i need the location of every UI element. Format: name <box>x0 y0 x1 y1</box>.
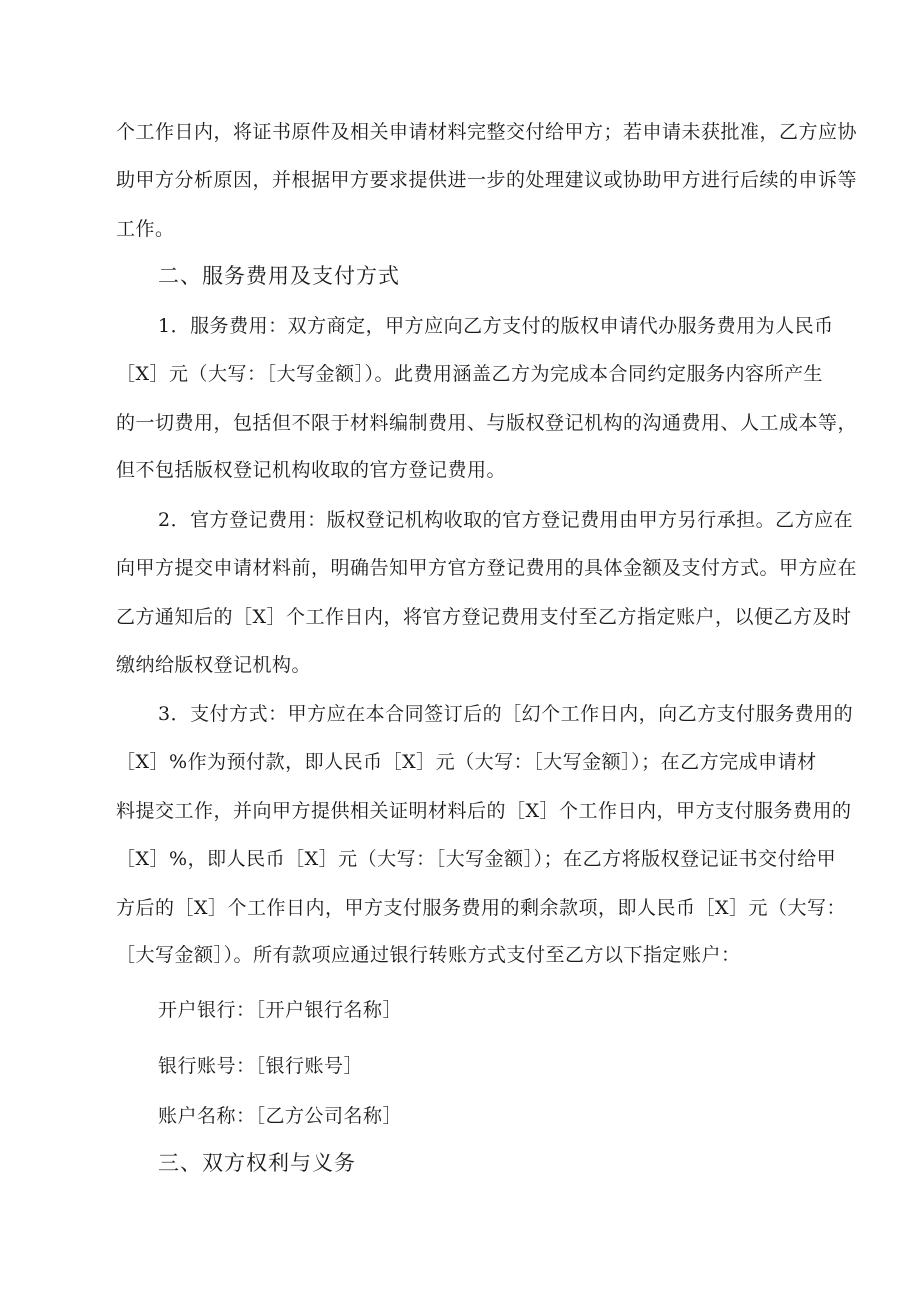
account-name-line: 账户名称：［乙方公司名称］ <box>158 1105 403 1127</box>
section-heading-2: 二、服务费用及支付方式 <box>158 264 400 288</box>
section-heading-3: 三、双方权利与义务 <box>158 1151 356 1175</box>
bank-account-line: 银行账号：［银行账号］ <box>158 1055 364 1077</box>
paragraph-line: ［大写金额］）。所有款项应通过银行转账方式支付至乙方以下指定账户： <box>116 944 741 966</box>
paragraph-line: 的一切费用，包括但不限于材料编制费用、与版权登记机构的沟通费用、人工成本等， <box>116 412 858 434</box>
paragraph-line: ［X］元（大写：［大写金额］）。此费用涵盖乙方为完成本合同约定服务内容所产生 <box>116 363 824 385</box>
paragraph-line: 助甲方分析原因，并根据甲方要求提供进一步的处理建议或协助甲方进行后续的申诉等 <box>116 169 858 191</box>
paragraph-line: 1．服务费用：双方商定，甲方应向乙方支付的版权申请代办服务费用为人民币 <box>158 315 834 337</box>
paragraph-line: ［X］%，即人民币［X］元（大写：［大写金额］）；在乙方将版权登记证书交付给甲 <box>116 848 837 870</box>
bank-name-line: 开户银行：［开户银行名称］ <box>158 999 403 1021</box>
paragraph-line: 个工作日内，将证书原件及相关申请材料完整交付给甲方；若申请未获批准，乙方应协 <box>116 121 858 143</box>
paragraph-line: 乙方通知后的［X］个工作日内，将官方登记费用支付至乙方指定账户，以便乙方及时 <box>116 606 852 628</box>
paragraph-line: ［X］%作为预付款，即人民币［X］元（大写：［大写金额］）；在乙方完成申请材 <box>116 751 817 773</box>
paragraph-line: 缴纳给版权登记机构。 <box>116 654 312 676</box>
paragraph-line: 工作。 <box>116 218 175 240</box>
paragraph-line: 向甲方提交申请材料前，明确告知甲方官方登记费用的具体金额及支付方式。甲方应在 <box>116 557 858 579</box>
paragraph-line: 但不包括版权登记机构收取的官方登记费用。 <box>116 459 507 481</box>
paragraph-line: 3．支付方式：甲方应在本合同签订后的［幻个工作日内，向乙方支付服务费用的 <box>158 703 854 725</box>
paragraph-line: 2．官方登记费用：版权登记机构收取的官方登记费用由甲方另行承担。乙方应在 <box>158 509 854 531</box>
paragraph-line: 方后的［X］个工作日内，甲方支付服务费用的剩余款项，即人民币［X］元（大写： <box>116 897 847 919</box>
paragraph-line: 料提交工作，并向甲方提供相关证明材料后的［X］个工作日内，甲方支付服务费用的 <box>116 800 852 822</box>
